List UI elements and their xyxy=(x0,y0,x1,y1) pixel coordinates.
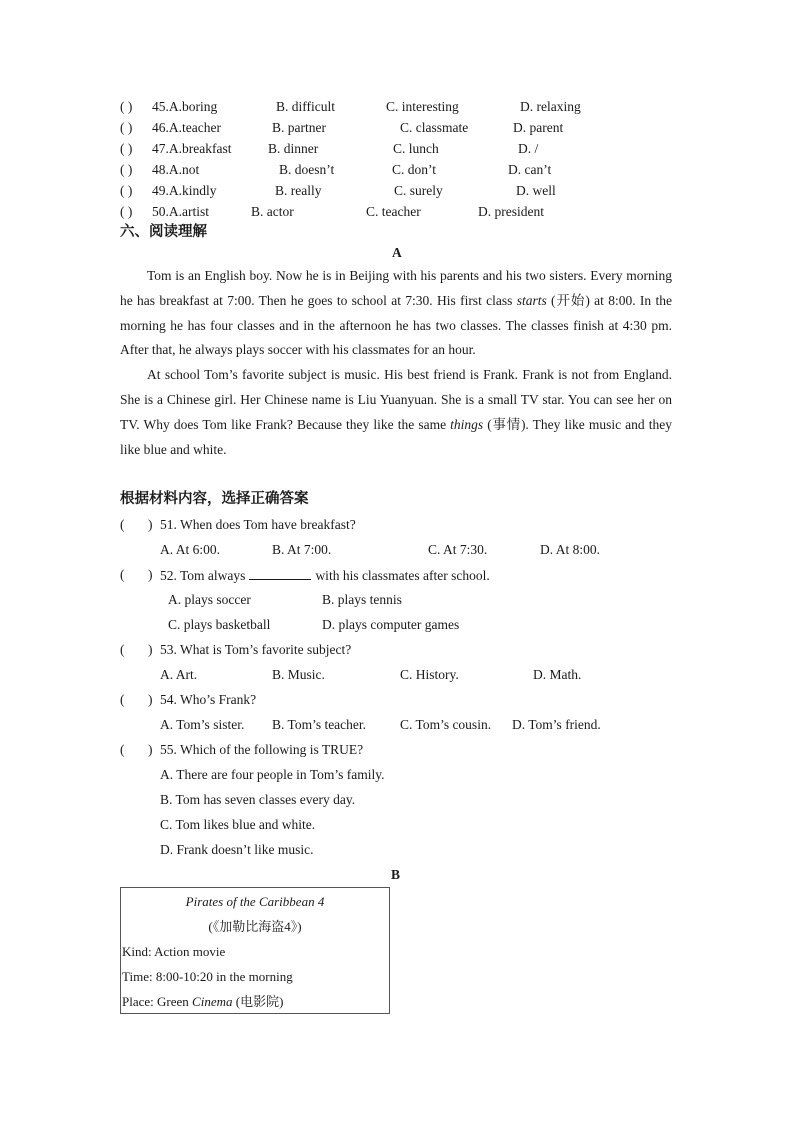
mc-paren: ( ) xyxy=(120,162,133,177)
question-51: 51. When does Tom have breakfast? xyxy=(160,517,356,532)
mc-option-c: C. classmate xyxy=(400,120,469,135)
answer-paren-close: ) xyxy=(148,642,153,657)
q53-option-c: C. History. xyxy=(400,667,459,682)
answer-paren-open: ( xyxy=(120,642,125,657)
answer-paren-open: ( xyxy=(120,742,125,757)
movie-title-text: Pirates of the Caribbean 4 xyxy=(185,894,325,909)
mc-question: 45.A.boring xyxy=(152,99,218,114)
mc-option-b: B. really xyxy=(275,183,322,198)
question-53: 53. What is Tom’s favorite subject? xyxy=(160,642,352,657)
passage-text: (事情). They like music and they like blue and white. xyxy=(120,416,673,457)
passage-text: At school Tom’s favorite subject is music. His best friend is Frank. Frank is not from England. She is a Chinese girl. Her Chinese name is Liu Yuanyuan. She is a small TV star. You can see her on TV. Why does Tom like Frank? Because they like the same xyxy=(120,367,672,432)
question-52-text: 52. Tom always xyxy=(160,568,246,583)
answer-paren-close: ) xyxy=(148,567,153,582)
question-54: 54. Who’s Frank? xyxy=(160,692,257,707)
mc-option-b: B. partner xyxy=(272,120,326,135)
mc-option-b: B. doesn’t xyxy=(279,162,335,177)
q54-option-d: D. Tom’s friend. xyxy=(512,717,601,732)
mc-option-c: C. surely xyxy=(394,183,443,198)
answer-paren-open: ( xyxy=(120,692,125,707)
passage-emphasis: things xyxy=(450,416,484,432)
question-55: 55. Which of the following is TRUE? xyxy=(160,742,364,757)
mc-option-d: D. parent xyxy=(513,120,564,135)
q54-option-c: C. Tom’s cousin. xyxy=(400,717,492,732)
mc-paren: ( ) xyxy=(120,99,133,114)
q51-option-b: B. At 7:00. xyxy=(272,542,332,557)
mc-paren: ( ) xyxy=(120,204,133,219)
answer-paren-open: ( xyxy=(120,517,125,532)
section-heading: 六、阅读理解 xyxy=(120,224,207,240)
answer-paren-open: ( xyxy=(120,567,125,582)
mc-paren: ( ) xyxy=(120,120,133,135)
instruction-heading: 根据材料内容，选择正确答案 xyxy=(120,491,309,507)
answer-paren-close: ) xyxy=(148,517,153,532)
mc-option-d: D. president xyxy=(478,204,544,219)
q51-option-c: C. At 7:30. xyxy=(428,542,488,557)
mc-paren: ( ) xyxy=(120,141,133,156)
mc-paren: ( ) xyxy=(120,183,133,198)
mc-question: 46.A.teacher xyxy=(152,120,221,135)
answer-paren-close: ) xyxy=(148,692,153,707)
mc-question: 49.A.kindly xyxy=(152,183,217,198)
q55-option-d: D. Frank doesn’t like music. xyxy=(160,842,314,857)
mc-option-b: B. actor xyxy=(251,204,294,219)
movie-place-emphasis: Cinema xyxy=(192,994,233,1009)
movie-time: Time: 8:00-10:20 in the morning xyxy=(122,969,293,984)
passage-a-paragraph-2 xyxy=(120,363,672,462)
passage-text: Tom is an English boy. Now he is in Beijing with his parents and his two sisters. Every morning he has breakfast at 7:00. Then he goes to school at 7:30. His first class xyxy=(120,268,672,308)
mc-option-c: C. interesting xyxy=(386,99,459,114)
q55-option-b: B. Tom has seven classes every day. xyxy=(160,792,356,807)
q52-option-b: B. plays tennis xyxy=(322,592,402,607)
mc-option-d: D. well xyxy=(516,183,556,198)
mc-question: 48.A.not xyxy=(152,162,200,177)
passage-text: (开始) at 8:00. In the morning he has four classes and in the afternoon he has two classes. The classes finish at 4:30 pm. After that, he always plays soccer with his classmates for an hour. xyxy=(120,292,672,358)
passage-emphasis: starts xyxy=(516,292,547,308)
q54-option-b: B. Tom’s teacher. xyxy=(272,717,367,732)
mc-option-d: D. relaxing xyxy=(520,99,581,114)
q55-option-c: C. Tom likes blue and white. xyxy=(160,817,316,832)
q53-option-b: B. Music. xyxy=(272,667,325,682)
movie-place-text: Place: Green xyxy=(122,994,193,1009)
answer-paren-close: ) xyxy=(148,742,153,757)
movie-title xyxy=(121,893,389,911)
question-52-text: with his classmates after school. xyxy=(315,568,490,583)
mc-option-c: C. lunch xyxy=(393,141,439,156)
q51-option-d: D. At 8:00. xyxy=(540,542,601,557)
mc-option-c: C. teacher xyxy=(366,204,421,219)
passage-a-paragraph-1 xyxy=(120,264,672,363)
q53-option-d: D. Math. xyxy=(533,667,582,682)
movie-title-cn: (《加勒比海盗4》) xyxy=(208,919,302,934)
answer-blank xyxy=(249,566,311,580)
question-52 xyxy=(160,566,490,585)
mc-question: 50.A.artist xyxy=(152,204,209,219)
mc-option-c: C. don’t xyxy=(392,162,437,177)
q52-option-d: D. plays computer games xyxy=(322,617,460,632)
q52-option-a: A. plays soccer xyxy=(168,592,251,607)
q52-option-c: C. plays basketball xyxy=(168,617,271,632)
q53-option-a: A. Art. xyxy=(160,667,198,682)
movie-place xyxy=(122,993,283,1011)
passage-a-label: A xyxy=(392,245,402,260)
passage-a-text xyxy=(120,264,672,462)
passage-b-label: B xyxy=(391,867,401,882)
q54-option-a: A. Tom’s sister. xyxy=(160,717,245,732)
movie-kind: Kind: Action movie xyxy=(122,944,226,959)
mc-option-d: D. can’t xyxy=(508,162,552,177)
mc-option-b: B. difficult xyxy=(276,99,335,114)
movie-place-text: (电影院) xyxy=(232,994,284,1009)
mc-question: 47.A.breakfast xyxy=(152,141,232,156)
mc-option-b: B. dinner xyxy=(268,141,319,156)
q51-option-a: A. At 6:00. xyxy=(160,542,221,557)
movie-info-box xyxy=(120,887,390,1014)
q55-option-a: A. There are four people in Tom’s family. xyxy=(160,767,385,782)
mc-option-d: D. / xyxy=(518,141,539,156)
